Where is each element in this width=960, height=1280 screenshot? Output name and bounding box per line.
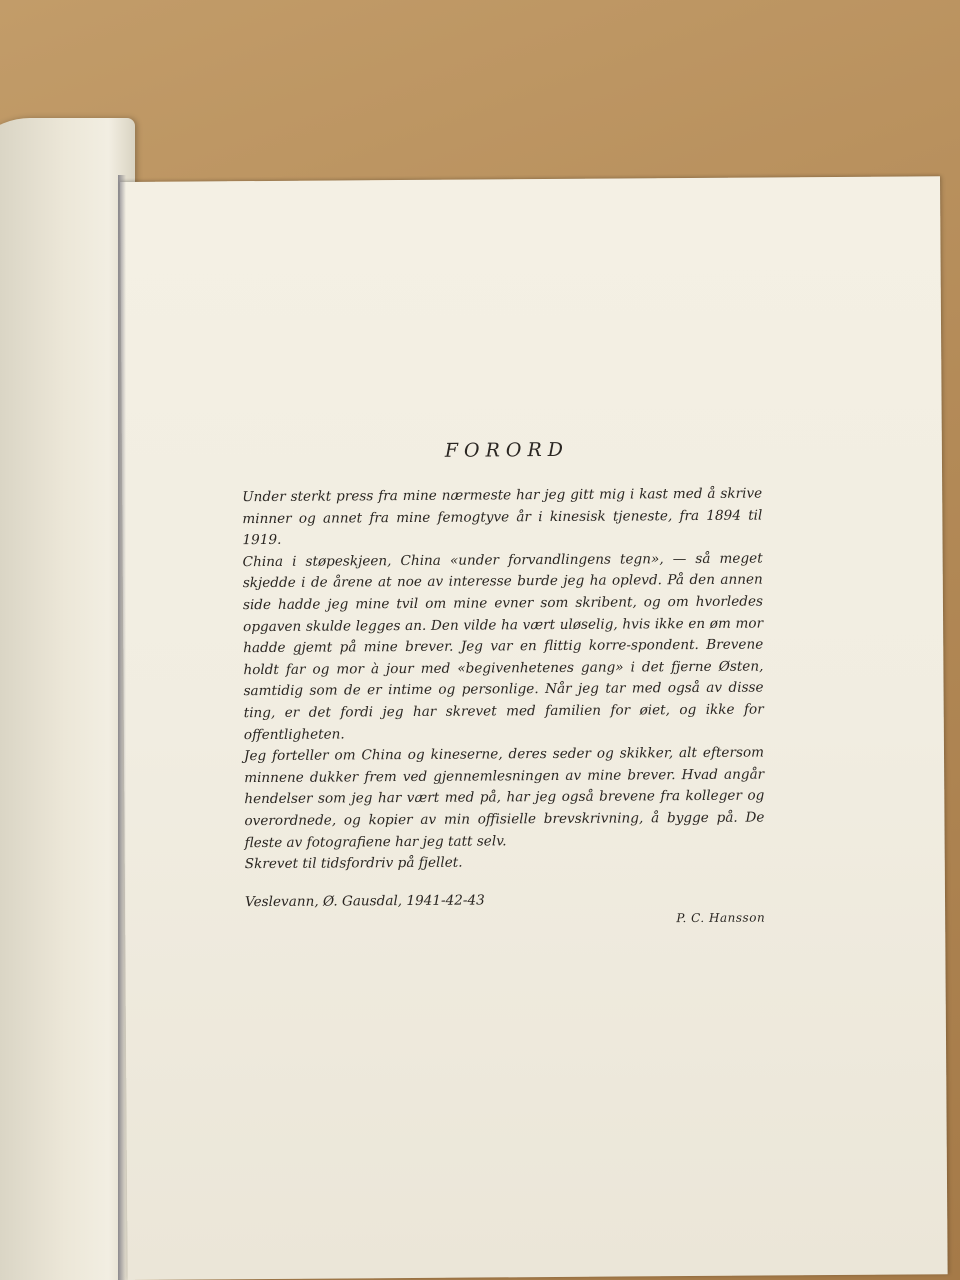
book-page bbox=[120, 176, 948, 1280]
place-date: Veslevann, Ø. Gausdal, 1941-42-43 bbox=[244, 892, 485, 910]
page-title: FORORD bbox=[444, 438, 570, 462]
paragraph-1: Under sterkt press fra mine nærmeste har jeg gitt mig i kast med å skrive minner og annet fra mine femogtyve år i kinesisk tjeneste, fra 1894 til 1919. bbox=[242, 485, 763, 549]
foreword-text-block bbox=[242, 438, 765, 924]
spine-shadow bbox=[118, 175, 126, 1280]
left-page-edge bbox=[0, 118, 135, 1280]
paragraph-4: Skrevet til tidsfordriv på fjellet. bbox=[244, 854, 463, 873]
paragraph-2: China i støpeskjeen, China «under forvandlingens tegn», — så meget skjedde i de årene at noe av interesse burde jeg ha oplevd. På den annen side hadde jeg mine tvil om mine evner som skribent, og om hvorledes opgaven skulde legges an. Den vilde ha vært uløselig, hvis ikke en øm mor hadde gjemt på mine brever. Jeg var en flittig korre-spondent. Brevene holdt far og mor à jour med «begivenhetenes gang» i det fjerne Østen, samtidig som de er intime og personlige. Når jeg tar med også av disse ting, er det fordi jeg har skrevet med familien for øiet, og ikke for offentligheten. bbox=[242, 550, 764, 743]
paragraph-3: Jeg forteller om China og kineserne, deres seder og skikker, alt eftersom minnene dukker frem ved gjennemlesningen av mine brever. Hvad angår hendelser som jeg har vært med på, har jeg også brevene fra kolleger og overordnede, og kopier av min offisielle brevskrivning, å bygge på. De fleste av fotografiene har jeg tatt selv. bbox=[243, 744, 765, 851]
author-signature: P. C. Hansson bbox=[676, 910, 766, 925]
